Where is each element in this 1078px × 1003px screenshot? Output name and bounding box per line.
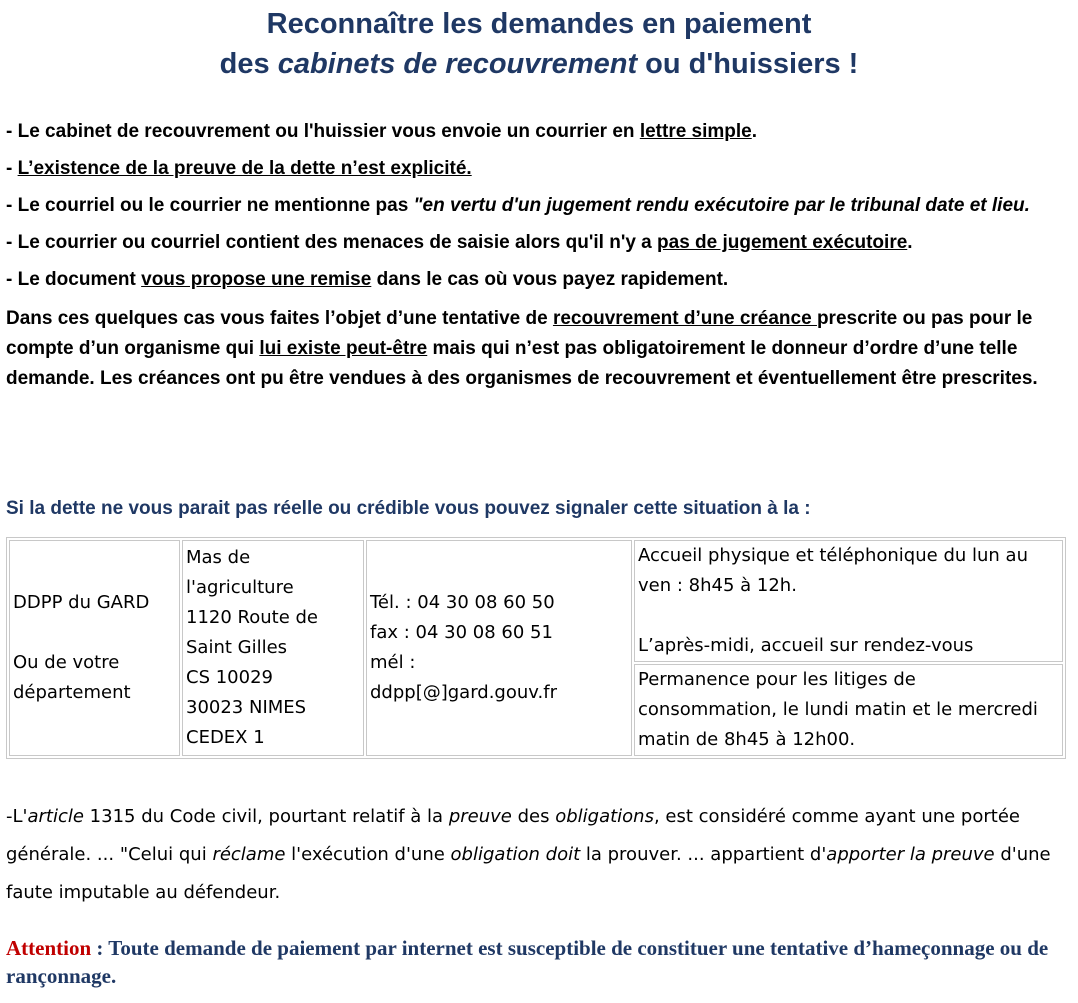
paragraph-part-4: mais qui n’est pas obligatoirement le donneur d’ordre d’une telle demande. Les créances ont pu être vendues à des organismes de recouvrement et éventuellement être prescrites. [6, 338, 1038, 389]
afternoon-appointments: L’après-midi, accueil sur rendez-vous [638, 635, 974, 656]
bullet-4-text: - Le courrier ou courriel contient des menaces de saisie alors qu'il n'y a [6, 232, 658, 253]
title-line-2-italic: cabinets de recouvrement [277, 48, 638, 80]
article-italic: apporter la preuve [826, 844, 995, 865]
bullet-1-text: - Le cabinet de recouvrement ou l'huissier vous envoie un courrier en [6, 121, 640, 142]
bullet-seizure-threat [6, 230, 1066, 255]
article-text: -L' [6, 806, 28, 827]
article-text: la prouver. ... appartient d' [580, 844, 827, 865]
title-line-2-suffix: ou d'huissiers ! [637, 48, 859, 80]
article-text: l'exécution d'une [285, 844, 451, 865]
contact-table [6, 537, 1066, 759]
article-paragraph [6, 798, 1068, 912]
bullet-2-underlined: L’existence de la preuve de la dette n’est explicité. [17, 158, 472, 179]
page-title [0, 0, 1078, 84]
title-line-1: Reconnaître les demandes en paiement [266, 8, 812, 40]
bullet-proof [6, 156, 1066, 181]
title-line-2-prefix: des [219, 48, 278, 80]
contact-address [182, 540, 364, 756]
article-text: , est considéré comme ayant une portée générale. ... "Celui qui [6, 806, 1020, 865]
bullet-1-end: . [751, 121, 758, 142]
address-line: 30023 NIMES [186, 697, 307, 718]
bullet-1-underlined: lettre simple [639, 121, 752, 142]
attention-notice [6, 934, 1068, 990]
article-text: des [511, 806, 556, 827]
warning-signs-list [6, 119, 1066, 394]
phone-number: Tél. : 04 30 08 60 50 [370, 592, 555, 613]
bullet-judgment-mention [6, 193, 1066, 218]
address-line: 1120 Route de [186, 607, 319, 628]
article-italic: article [27, 806, 84, 827]
article-italic: réclame [212, 844, 286, 865]
bullet-5-end: dans le cas où vous payez rapidement. [371, 269, 729, 290]
organization-alternative: Ou de votre département [13, 652, 131, 703]
address-line: CEDEX 1 [186, 727, 265, 748]
contact-phone [366, 540, 632, 756]
fax-number: fax : 04 30 08 60 51 [370, 622, 553, 643]
paragraph-underlined-1: recouvrement d’une créance [552, 308, 817, 329]
bullet-5-underlined: vous propose une remise [141, 269, 372, 290]
paragraph-part-3: pour le compte d’un organisme qui [6, 308, 1033, 359]
article-italic: preuve [448, 806, 512, 827]
opening-hours: Accueil physique et téléphonique du lun au ven : 8h45 à 12h. [638, 545, 1028, 596]
article-text: d'une faute imputable au défendeur. [6, 844, 1051, 903]
email-label: mél : [370, 652, 416, 673]
organization-name: DDPP du GARD [13, 592, 150, 613]
article-text: 1315 du Code civil, pourtant relatif à la [83, 806, 449, 827]
paragraph-underlined-2: lui existe peut-être [259, 338, 428, 359]
bullet-4-underlined: pas de jugement exécutoire [657, 232, 908, 253]
explanation-paragraph [6, 304, 1066, 394]
bullet-discount [6, 267, 1066, 292]
bullet-5-text: - Le document [6, 269, 142, 290]
contact-organization [9, 540, 180, 756]
bullet-3-italic: "en vertu d'un jugement rendu exécutoire par le tribunal date et lieu. [413, 195, 1030, 216]
bullet-3-text: - Le courriel ou le courrier ne mentionne pas [6, 195, 414, 216]
attention-label: Attention [6, 936, 92, 960]
paragraph-part-2: prescrite ou pas [816, 308, 970, 329]
email-address[interactable]: ddpp[@]gard.gouv.fr [370, 682, 557, 703]
bullet-4-end: . [907, 232, 913, 253]
attention-text: : Toute demande de paiement par internet est susceptible de constituer une tentative d’hameçonnage ou de rançonnage. [6, 936, 1049, 988]
contact-permanence: Permanence pour les litiges de consommation, le lundi matin et le mercredi matin de 8h45 à 12h00. [634, 664, 1063, 756]
bullet-2-dash: - [6, 158, 18, 179]
paragraph-part-1: Dans ces quelques cas vous faites l’objet d’une tentative de [6, 308, 553, 329]
article-italic: obligations [555, 806, 654, 827]
signal-heading: Si la dette ne vous parait pas réelle ou crédible vous pouvez signaler cette situation à la : [6, 498, 811, 519]
address-line: Mas de [186, 547, 251, 568]
address-line: Saint Gilles [186, 637, 288, 658]
address-line: CS 10029 [186, 667, 273, 688]
contact-hours [634, 540, 1063, 662]
article-italic: obligation doit [450, 844, 581, 865]
bullet-simple-letter [6, 119, 1066, 144]
address-line: l'agriculture [186, 577, 294, 598]
